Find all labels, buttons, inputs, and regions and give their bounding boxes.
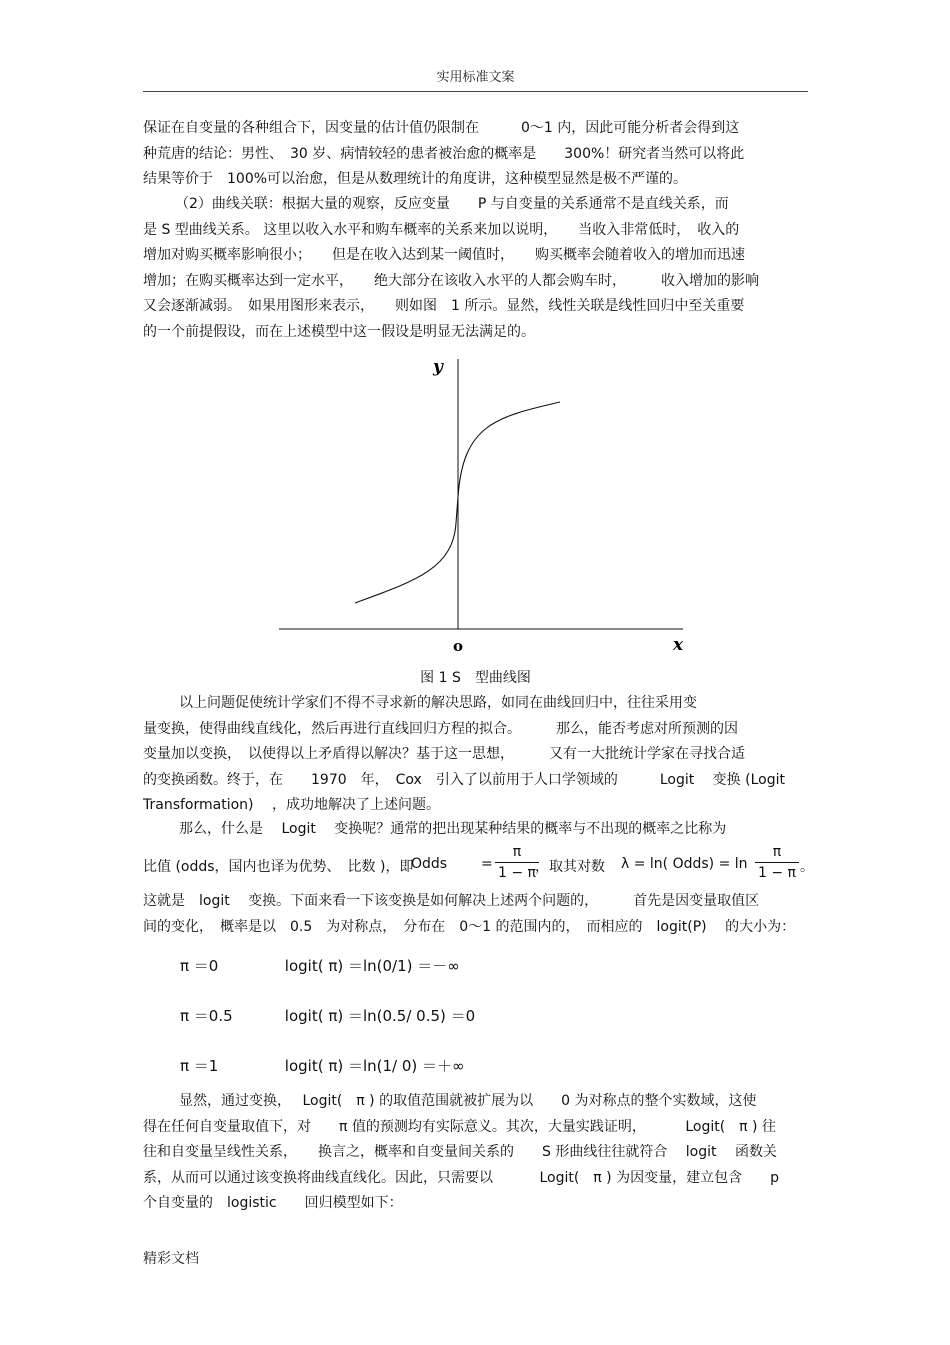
equation-rhs: logit( π) ＝ln(0.5/ 0.5) ＝0	[284, 1007, 476, 1025]
paragraph-1	[143, 116, 808, 193]
text-line: 量变换，使得曲线直线化，然后再进行直线回归方程的拟合。 那么，能否考虑对所预测的因	[143, 720, 738, 737]
text-line: 变量加以变换， 以使得以上矛盾得以解决？基于这一思想， 又有一大批统计学家在寻找合适	[143, 746, 745, 762]
s-curve-diagram	[275, 345, 695, 665]
equation-lhs: π ＝0.5	[180, 1007, 233, 1025]
logit-equation-0	[180, 955, 460, 976]
lambda-fraction	[755, 843, 799, 882]
odds-lhs: Odds	[411, 856, 448, 872]
text-line: 个自变量的 logistic 回归模型如下：	[143, 1195, 403, 1211]
equation-lhs: π ＝0	[180, 957, 219, 975]
text-line: 往和自变量呈线性关系， 换言之，概率和自变量间关系的 S 形曲线往往就符合 logit 函数关	[143, 1144, 777, 1160]
paragraph-5	[143, 889, 808, 940]
text-line: 那么，什么是 Logit 变换呢？通常的把出现某种结果的概率与不出现的概率之比称为	[179, 821, 727, 837]
fraction-denominator: 1 − π	[758, 865, 796, 881]
text-line: 得在任何自变量取值下，对 π 值的预测均有实际意义。其次，大量实践证明， Logit( π ) 往	[143, 1118, 776, 1135]
logit-equation-1	[180, 1005, 475, 1026]
page-header: 实用标准文案	[436, 70, 515, 85]
odds-equals: =	[481, 856, 493, 872]
text-line: 间的变化， 概率是以 0.5 为对称点， 分布在 0～1 的范围内的， 而相应的 logit(P) 的大小为：	[143, 918, 796, 935]
paragraph-3	[143, 691, 808, 819]
paragraph-4-line	[143, 817, 808, 843]
text-line: 这就是 logit 变换。下面来看一下该变换是如何解决上述两个问题的， 首先是因变量取值区	[143, 893, 760, 909]
text-line: 结果等价于 100%可以治愈，但是从数理统计的角度讲，这种模型显然是极不严谨的。	[143, 171, 688, 187]
fraction-numerator: π	[512, 844, 522, 860]
equation-lhs: π ＝1	[180, 1057, 219, 1075]
odds-formula-line	[143, 843, 823, 893]
text-line: 以上问题促使统计学家们不得不寻求新的解决思路，如同在曲线回归中，往往采用变	[179, 695, 697, 711]
fraction-bar	[495, 862, 539, 863]
paragraph-2	[143, 192, 808, 345]
text-line: 保证在自变量的各种组合下，因变量的估计值仍限制在 0～1 内，因此可能分析者会得到这	[143, 120, 740, 136]
fraction-denominator: 1 − π	[498, 865, 536, 881]
odds-mid-text: ，取其对数	[535, 859, 605, 875]
text-line: 又会逐渐减弱。 如果用图形来表示， 则如图 1 所示。显然，线性关联是线性回归中至关重要	[143, 298, 745, 314]
x-axis-label: x	[673, 635, 684, 655]
text-line: Transformation) ，成功地解决了上述问题。	[143, 797, 440, 813]
odds-prefix: 比值 (odds，国内也译为优势、 比数 )，即	[143, 859, 414, 875]
text-line: （2）曲线关联：根据大量的观察，反应变量 P 与自变量的关系通常不是直线关系，而	[175, 196, 729, 212]
logit-equation-2	[180, 1055, 465, 1076]
text-line: 增加对购买概率影响很小； 但是在收入达到某一阈值时， 购买概率会随着收入的增加而迅速	[143, 247, 745, 263]
page-footer: 精彩文档	[143, 1251, 199, 1267]
fraction-numerator: π	[772, 844, 782, 860]
text-line: 系，从而可以通过该变换将曲线直线化。因此，只需要以 Logit( π ) 为因变量，建立包含 p	[143, 1169, 779, 1186]
odds-fraction	[495, 843, 539, 882]
figure-caption: 图 1 S 型曲线图	[420, 670, 531, 686]
odds-end: 。	[800, 859, 814, 875]
text-line: 显然，通过变换， Logit( π ) 的取值范围就被扩展为以 0 为对称点的整个实数域，这使	[179, 1093, 757, 1109]
text-line: 的变换函数。终于，在 1970 年， Cox 引入了以前用于人口学领域的 Logit 变换 (Logit	[143, 771, 785, 788]
text-line: 种荒唐的结论：男性、 30 岁、病情较轻的患者被治愈的概率是 300%！研究者当然可以将此	[143, 145, 745, 162]
text-line: 增加；在购买概率达到一定水平， 绝大部分在该收入水平的人都会购车时， 收入增加的影响	[143, 272, 759, 289]
y-axis-label: y	[433, 357, 443, 377]
s-curve-figure	[275, 345, 695, 665]
text-line: 的一个前提假设，而在上述模型中这一假设是明显无法满足的。	[143, 323, 535, 340]
paragraph-6	[143, 1089, 808, 1217]
origin-label: o	[453, 637, 464, 655]
equation-rhs: logit( π) ＝ln(1/ 0) ＝＋∞	[284, 1057, 465, 1075]
text-line: 是 S 型曲线关系。 这里以收入水平和购车概率的关系来加以说明， 当收入非常低时， 收入的	[143, 221, 740, 238]
fraction-bar	[755, 862, 799, 863]
lambda-expression: λ = ln( Odds) = ln	[621, 856, 748, 872]
header-divider	[143, 91, 808, 92]
equation-rhs: logit( π) ＝ln(0/1) ＝－∞	[284, 957, 460, 975]
